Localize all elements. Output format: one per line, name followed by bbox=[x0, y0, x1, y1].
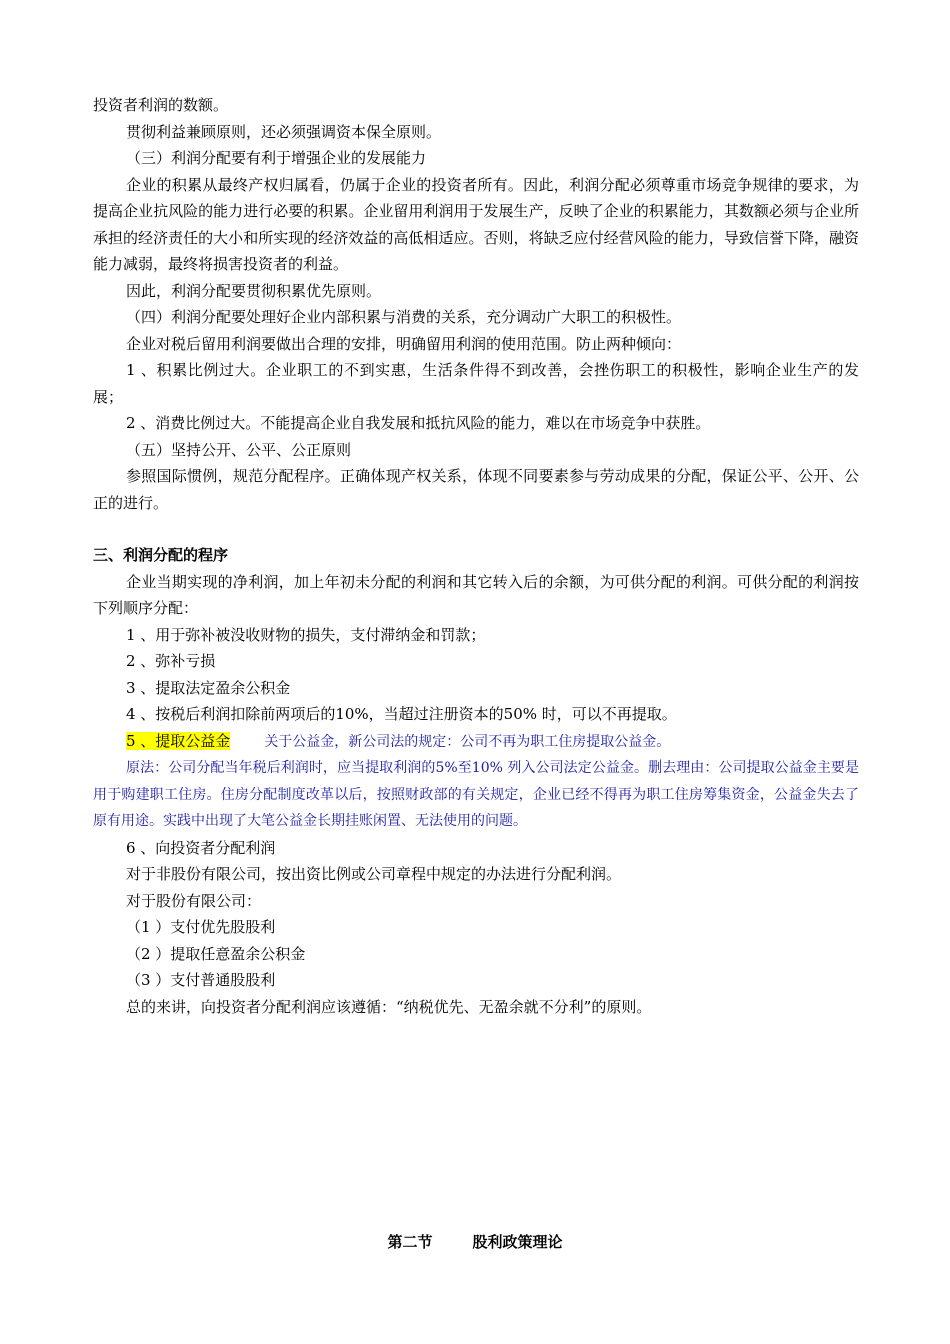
paragraph: 总的来讲，向投资者分配利润应该遵循：“纳税优先、无盈余就不分利”的原则。 bbox=[126, 997, 652, 1016]
subheading: （五）坚持公开、公平、公正原则 bbox=[126, 440, 352, 459]
paragraph: 因此，利润分配要贯彻积累优先原则。 bbox=[126, 281, 382, 300]
list-item: （2 ）提取任意盈余公积金 bbox=[126, 944, 306, 963]
paragraph: 贯彻利益兼顾原则，还必须强调资本保全原则。 bbox=[126, 122, 442, 141]
subheading: （三）利润分配要有利于增强企业的发展能力 bbox=[126, 149, 427, 167]
list-item: 1 、积累比例过大。企业职工的不到实惠，生活条件得不到改善，会挫伤职工的积极性，影响企业生产的发展； bbox=[93, 361, 859, 406]
paragraph: 参照国际惯例，规范分配程序。正确体现产权关系，体现不同要素参与劳动成果的分配，保证公平、公开、公正的进行。 bbox=[93, 467, 859, 512]
list-item: 3 、提取法定盈余公积金 bbox=[126, 678, 291, 697]
document-body bbox=[93, 92, 859, 1020]
paragraph: 企业的积累从最终产权归属看，仍属于企业的投资者所有。因此，利润分配必须尊重市场竞争规律的要求，为提高企业抗风险的能力进行必要的积累。企业留用利润用于发展生产，反映了企业的积累能力，其数额必须与企业所承担的经济责任的大小和所实现的经济效益的高低相适应。否则，将缺乏应付经营风险的能力，导致信誉下降，融资能力减弱，最终将损害投资者的利益。 bbox=[93, 175, 859, 273]
list-item: 2 、弥补亏损 bbox=[126, 652, 216, 670]
annotation-paragraph: 原法：公司分配当年税后利润时，应当提取利润的5%至10% 列入公司法定公益金。删去理由：公司提取公益金主要是用于购建职工住房。住房分配制度改革以后，按照财政部的有关规定，企业已经不得再为职工住房筹集资金，公益金失去了原有用途。实践中出现了大笔公益金长期挂账闲置、无法使用的问题。 bbox=[93, 760, 859, 829]
list-item: （1 ）支付优先股股利 bbox=[126, 918, 276, 936]
annotation-note: 关于公益金，新公司法的规定：公司不再为职工住房提取公益金。 bbox=[264, 733, 671, 750]
section-heading: 三、利润分配的程序 bbox=[93, 546, 229, 564]
list-item-highlighted bbox=[93, 728, 859, 756]
paragraph: 对于非股份有限公司，按出资比例或公司章程中规定的办法进行分配利润。 bbox=[126, 865, 622, 883]
section-title bbox=[0, 1229, 950, 1255]
section-name: 股利政策理论 bbox=[472, 1233, 563, 1251]
paragraph: 对于股份有限公司： bbox=[126, 891, 262, 910]
list-item: （3 ）支付普通股股利 bbox=[126, 971, 276, 989]
list-item: 6 、向投资者分配利润 bbox=[126, 838, 276, 857]
list-item: 1 、用于弥补被没收财物的损失，支付滞纳金和罚款； bbox=[126, 625, 486, 644]
list-item: 2 、消费比例过大。不能提高企业自我发展和抵抗风险的能力，难以在市场竞争中获胜。 bbox=[126, 414, 711, 432]
subheading: （四）利润分配要处理好企业内部积累与消费的关系，充分调动广大职工的积极性。 bbox=[126, 308, 682, 326]
list-item: 4 、按税后利润扣除前两项后的10%，当超过注册资本的50% 时，可以不再提取。 bbox=[126, 705, 677, 723]
highlighted-text: 5 、提取公益金 bbox=[126, 731, 231, 750]
paragraph: 企业当期实现的净利润，加上年初未分配的利润和其它转入后的余额，为可供分配的利润。可供分配的利润按下列顺序分配： bbox=[93, 572, 859, 617]
paragraph: 投资者利润的数额。 bbox=[93, 96, 229, 114]
paragraph: 企业对税后留用利润要做出合理的安排，明确留用利润的使用范围。防止两种倾向： bbox=[126, 334, 682, 353]
section-number: 第二节 bbox=[387, 1233, 433, 1251]
